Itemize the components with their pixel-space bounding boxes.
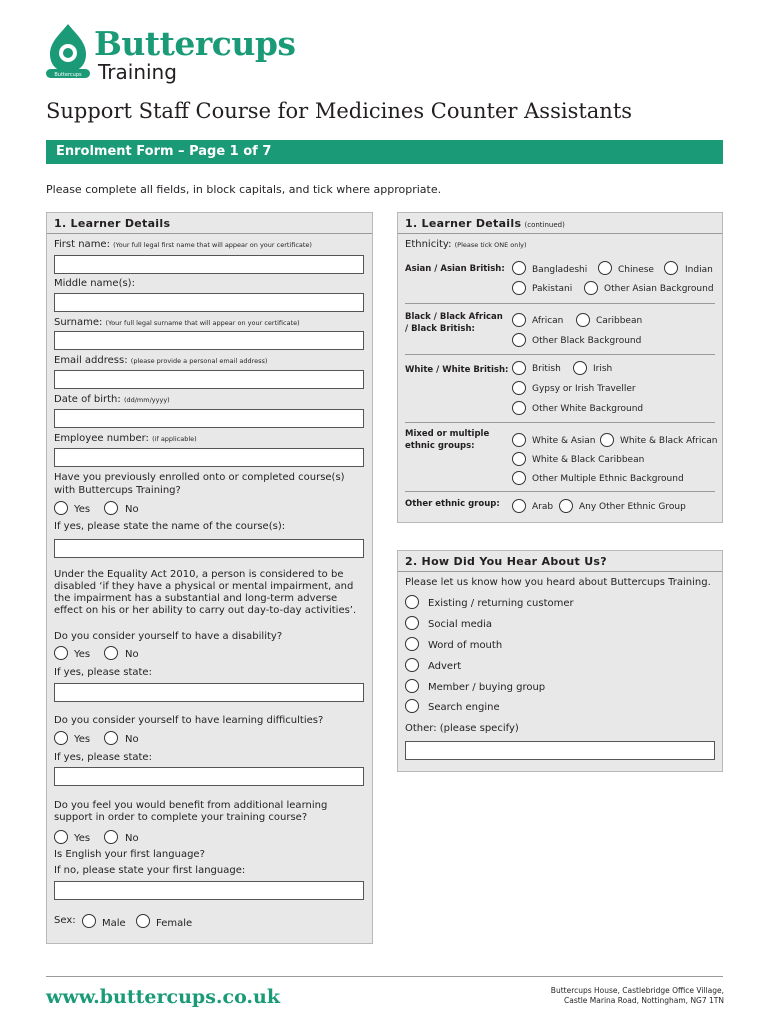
- british-label: British: [532, 364, 561, 374]
- heard-existing-radio[interactable]: [405, 595, 419, 609]
- email-field[interactable]: [54, 370, 364, 389]
- continued-note: (continued): [524, 221, 565, 229]
- irish-label: Irish: [593, 364, 613, 374]
- sex-female-radio[interactable]: [136, 914, 150, 928]
- pakistani-label: Pakistani: [532, 284, 573, 294]
- mixed-white-black-caribbean-radio[interactable]: [512, 452, 526, 466]
- disability-state-label: If yes, please state:: [54, 667, 152, 678]
- support-yes-radio[interactable]: [54, 830, 68, 844]
- heard-member-radio[interactable]: [405, 679, 419, 693]
- no-label: No: [125, 734, 139, 745]
- yes-label: Yes: [74, 833, 91, 844]
- logo-badge-text: Buttercups: [54, 72, 82, 78]
- previous-course-no-radio[interactable]: [104, 501, 118, 515]
- black-group-label-2: / Black British:: [405, 324, 475, 334]
- divider: [405, 491, 715, 492]
- ethnicity-note: (Please tick ONE only): [454, 241, 527, 249]
- heard-search-label: Search engine: [428, 702, 500, 713]
- section-bar: [46, 140, 723, 164]
- email-label: Email address: (please provide a personal email address): [54, 355, 268, 366]
- english-state-label: If no, please state your first language:: [54, 865, 246, 876]
- support-question-2: support in order to complete your training course?: [54, 812, 308, 823]
- dob-label: Date of birth: (dd/mm/yyyy): [54, 394, 170, 405]
- bangladeshi-label: Bangladeshi: [532, 265, 588, 275]
- learner-details-heading: 1. Learner Details: [54, 217, 171, 230]
- email-note: (please provide a personal email address): [130, 357, 268, 365]
- support-no-radio[interactable]: [104, 830, 118, 844]
- first-name-field[interactable]: [54, 255, 364, 274]
- previous-course-state-label: If yes, please state the name of the course(s):: [54, 521, 286, 532]
- other-asian-label: Other Asian Background: [604, 284, 714, 294]
- black-other-radio[interactable]: [512, 333, 526, 347]
- male-label: Male: [102, 918, 126, 929]
- black-caribbean-radio[interactable]: [576, 313, 590, 327]
- other-white-label: Other White Background: [532, 404, 644, 414]
- equality-text-4: effect on his or her ability to carry out day-to-day activities’.: [54, 605, 357, 616]
- ethnicity-heading: 1. Learner Details (continued): [405, 217, 565, 230]
- gypsy-label: Gypsy or Irish Traveller: [532, 384, 636, 394]
- no-label: No: [125, 504, 139, 515]
- divider: [405, 354, 715, 355]
- buttercups-logo-icon: [46, 22, 90, 78]
- divider: [405, 422, 715, 423]
- first-name-label: First name: (Your full legal first name that will appear on your certificate): [54, 239, 312, 250]
- section-bar-label: Enrolment Form – Page 1 of 7: [56, 144, 272, 159]
- surname-label: Surname: (Your full legal surname that will appear on your certificate): [54, 317, 300, 328]
- equality-text-3: the impairment has a substantial and long-term adverse: [54, 593, 338, 604]
- learning-state-label: If yes, please state:: [54, 752, 152, 763]
- divider: [47, 233, 372, 234]
- white-irish-radio[interactable]: [573, 361, 587, 375]
- asian-indian-radio[interactable]: [664, 261, 678, 275]
- asian-other-radio[interactable]: [584, 281, 598, 295]
- surname-note: (Your full legal surname that will appear on your certificate): [105, 319, 300, 327]
- heard-other-field[interactable]: [405, 741, 715, 760]
- disability-no-radio[interactable]: [104, 646, 118, 660]
- equality-text-1: Under the Equality Act 2010, a person is considered to be: [54, 569, 344, 580]
- asian-bangladeshi-radio[interactable]: [512, 261, 526, 275]
- disability-yes-radio[interactable]: [54, 646, 68, 660]
- white-black-caribbean-label: White & Black Caribbean: [532, 455, 645, 465]
- how-heard-heading: 2. How Did You Hear About Us?: [405, 555, 607, 568]
- heard-existing-label: Existing / returning customer: [428, 598, 574, 609]
- surname-field[interactable]: [54, 331, 364, 350]
- divider: [398, 233, 722, 234]
- other-any-radio[interactable]: [559, 499, 573, 513]
- brand-name: Buttercups: [94, 24, 296, 63]
- african-label: African: [532, 316, 564, 326]
- no-label: No: [125, 833, 139, 844]
- divider: [405, 303, 715, 304]
- employee-number-label: Employee number: (if applicable): [54, 433, 197, 444]
- other-group-label: Other ethnic group:: [405, 499, 500, 509]
- learning-difficulties-field[interactable]: [54, 767, 364, 786]
- previous-course-field[interactable]: [54, 539, 364, 558]
- footer-address-line-1: Buttercups House, Castlebridge Office Village,: [550, 986, 724, 995]
- middle-name-label: Middle name(s):: [54, 278, 135, 289]
- any-other-label: Any Other Ethnic Group: [579, 502, 686, 512]
- intro-text: Please complete all fields, in block capitals, and tick where appropriate.: [46, 183, 442, 196]
- other-arab-radio[interactable]: [512, 499, 526, 513]
- disability-question: Do you consider yourself to have a disability?: [54, 631, 283, 642]
- previous-course-yes-radio[interactable]: [54, 501, 68, 515]
- sex-male-radio[interactable]: [82, 914, 96, 928]
- learning-no-radio[interactable]: [104, 731, 118, 745]
- yes-label: Yes: [74, 649, 91, 660]
- chinese-label: Chinese: [618, 265, 654, 275]
- dob-note: (dd/mm/yyyy): [123, 396, 170, 404]
- caribbean-label: Caribbean: [596, 316, 643, 326]
- how-heard-prompt: Please let us know how you heard about Buttercups Training.: [405, 577, 711, 588]
- learning-yes-radio[interactable]: [54, 731, 68, 745]
- white-gypsy-radio[interactable]: [512, 381, 526, 395]
- heard-advert-radio[interactable]: [405, 658, 419, 672]
- ethnicity-label: Ethnicity: (Please tick ONE only): [405, 239, 527, 250]
- heard-other-label: Other: (please specify): [405, 723, 519, 734]
- middle-name-field[interactable]: [54, 293, 364, 312]
- other-multiple-label: Other Multiple Ethnic Background: [532, 474, 684, 484]
- footer-divider: [46, 976, 723, 977]
- heard-advert-label: Advert: [428, 661, 462, 672]
- asian-group-label: Asian / Asian British:: [405, 264, 505, 274]
- white-british-radio[interactable]: [512, 361, 526, 375]
- previous-course-question: Have you previously enrolled onto or completed course(s): [54, 472, 345, 483]
- first-language-field[interactable]: [54, 881, 364, 900]
- mixed-white-asian-radio[interactable]: [512, 433, 526, 447]
- asian-pakistani-radio[interactable]: [512, 281, 526, 295]
- learning-difficulties-question: Do you consider yourself to have learning difficulties?: [54, 715, 324, 726]
- black-african-radio[interactable]: [512, 313, 526, 327]
- heard-search-radio[interactable]: [405, 699, 419, 713]
- mixed-white-black-african-radio[interactable]: [600, 433, 614, 447]
- brand-subtitle: Training: [98, 60, 177, 84]
- mixed-other-radio[interactable]: [512, 471, 526, 485]
- footer-url[interactable]: www.buttercups.co.uk: [46, 986, 281, 1008]
- mixed-group-label-1: Mixed or multiple: [405, 429, 490, 439]
- support-question-1: Do you feel you would benefit from additional learning: [54, 800, 328, 811]
- employee-number-field[interactable]: [54, 448, 364, 467]
- arab-label: Arab: [532, 502, 554, 512]
- heard-word-label: Word of mouth: [428, 640, 503, 651]
- page-title: Support Staff Course for Medicines Counter Assistants: [46, 99, 633, 123]
- female-label: Female: [156, 918, 193, 929]
- white-asian-label: White & Asian: [532, 436, 596, 446]
- white-group-label: White / White British:: [405, 365, 509, 375]
- equality-text-2: disabled ‘if they have a physical or mental impairment, and: [54, 581, 354, 592]
- yes-label: Yes: [74, 734, 91, 745]
- no-label: No: [125, 649, 139, 660]
- indian-label: Indian: [685, 265, 713, 275]
- mixed-group-label-2: ethnic groups:: [405, 441, 475, 451]
- dob-field[interactable]: [54, 409, 364, 428]
- employee-number-note: (if applicable): [152, 435, 197, 443]
- footer-address-line-2: Castle Marina Road, Nottingham, NG7 1TN: [564, 996, 724, 1005]
- other-black-label: Other Black Background: [532, 336, 642, 346]
- black-group-label-1: Black / Black African: [405, 312, 503, 322]
- footer-address: [551, 986, 724, 1006]
- heard-social-radio[interactable]: [405, 616, 419, 630]
- yes-label: Yes: [74, 504, 91, 515]
- divider: [398, 571, 722, 572]
- heard-member-label: Member / buying group: [428, 682, 546, 693]
- first-name-note: (Your full legal first name that will appear on your certificate): [113, 241, 312, 249]
- disability-field[interactable]: [54, 683, 364, 702]
- heard-social-label: Social media: [428, 619, 492, 630]
- white-black-african-label: White & Black African: [620, 436, 718, 446]
- asian-chinese-radio[interactable]: [598, 261, 612, 275]
- english-question: Is English your first language?: [54, 849, 205, 860]
- sex-label: Sex:: [54, 915, 76, 926]
- white-other-radio[interactable]: [512, 401, 526, 415]
- heard-word-radio[interactable]: [405, 637, 419, 651]
- previous-course-question-2: with Buttercups Training?: [54, 485, 181, 496]
